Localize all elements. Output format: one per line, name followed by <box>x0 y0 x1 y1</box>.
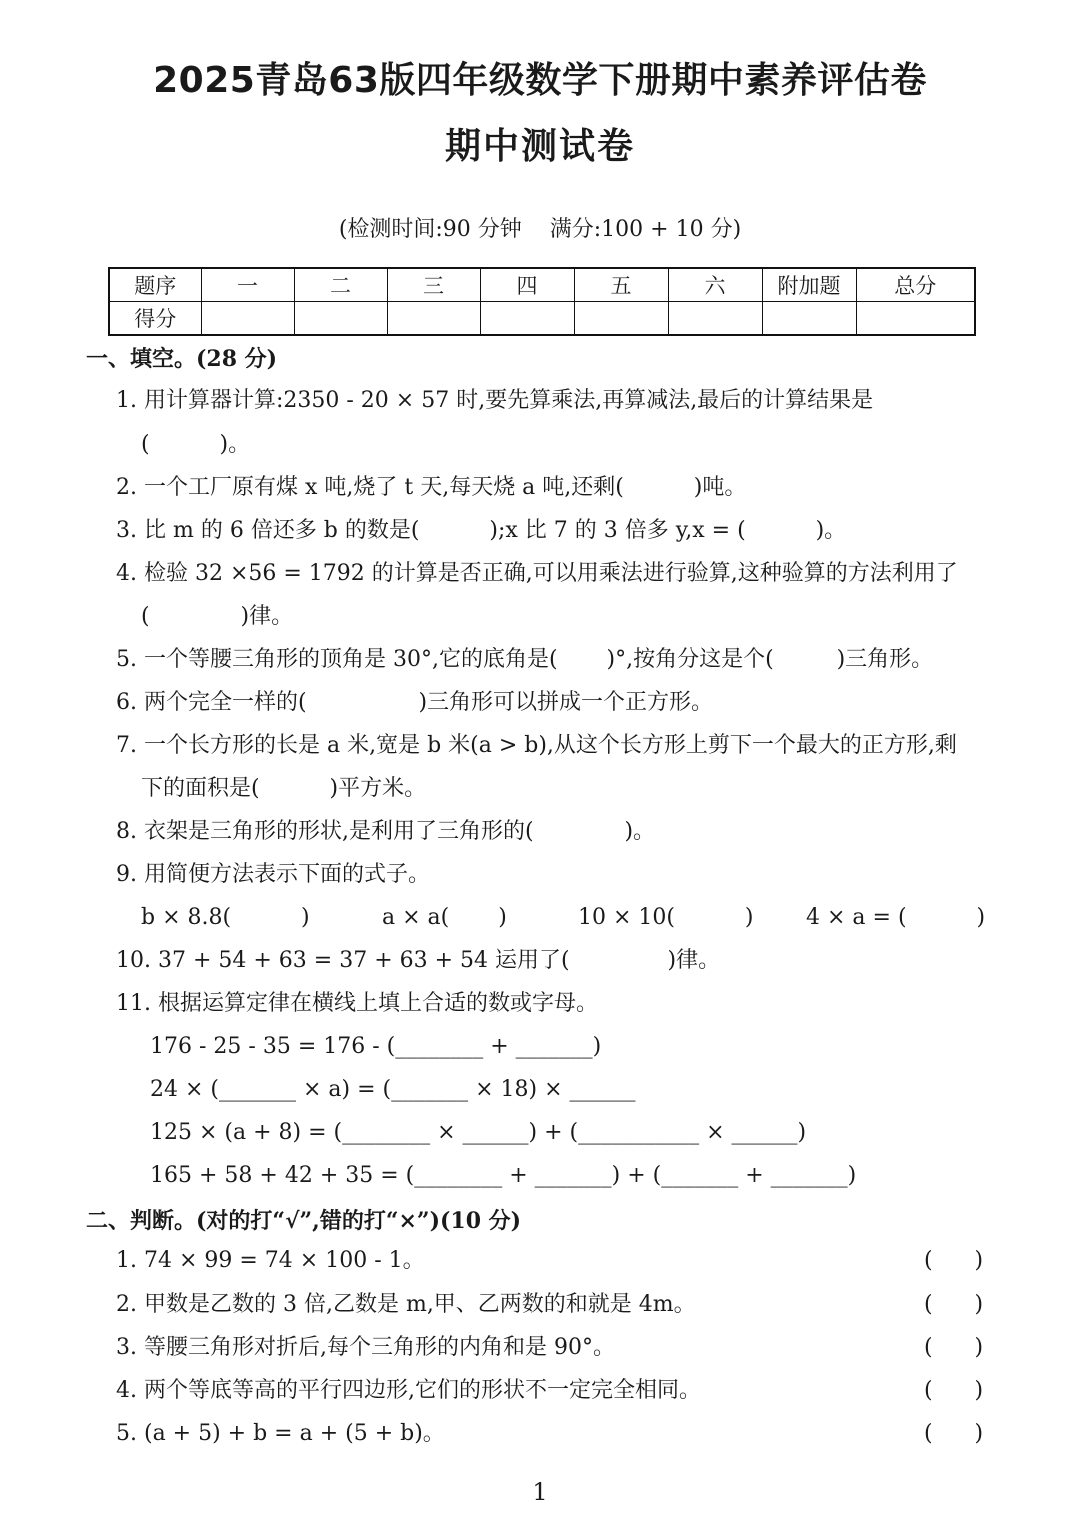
score-header-cell: 题序 <box>109 268 201 302</box>
judge-answer-paren[interactable]: ( ) <box>924 1421 984 1446</box>
question-11-line: 24 × (_______ × a) = (_______ × 18) × ______ <box>150 1077 636 1102</box>
question-7-answer: 下的面积是( )平方米。 <box>141 776 427 801</box>
score-cell[interactable] <box>294 302 387 336</box>
score-header-cell: 总分 <box>856 268 975 302</box>
question-10: 10. 37 + 54 + 63 = 37 + 63 + 54 运用了( )律。 <box>116 948 721 973</box>
score-row-label: 得分 <box>109 302 201 336</box>
question-9-item: a × a( ) <box>382 905 507 930</box>
score-cell[interactable] <box>668 302 762 336</box>
question-2: 2. 一个工厂原有煤 x 吨,烧了 t 天,每天烧 a 吨,还剩( )吨。 <box>116 475 747 500</box>
question-4: 4. 检验 32 ×56 = 1792 的计算是否正确,可以用乘法进行验算,这种验算的方法利用了 <box>116 561 958 586</box>
score-header-cell: 三 <box>387 268 480 302</box>
question-11-line: 176 - 25 - 35 = 176 - (________ + _______) <box>150 1034 602 1059</box>
score-cell[interactable] <box>574 302 668 336</box>
section1-heading: 一、填空。(28 分) <box>86 346 278 372</box>
question-6: 6. 两个完全一样的( )三角形可以拼成一个正方形。 <box>116 690 714 715</box>
question-11-line: 125 × (a + 8) = (________ × ______) + (___________ × ______) <box>150 1120 807 1145</box>
score-header-cell: 五 <box>574 268 668 302</box>
score-header-cell: 六 <box>668 268 762 302</box>
score-cell[interactable] <box>480 302 574 336</box>
question-9-item: 10 × 10( ) <box>578 905 754 930</box>
question-7: 7. 一个长方形的长是 a 米,宽是 b 米(a > b),从这个长方形上剪下一个最大的正方形,剩 <box>116 733 957 758</box>
score-table-score-row <box>109 302 975 336</box>
score-table <box>108 267 976 336</box>
question-9-item: 4 × a = ( ) <box>806 905 986 930</box>
score-header-cell: 二 <box>294 268 387 302</box>
page-number: 1 <box>532 1478 548 1506</box>
score-header-cell: 一 <box>201 268 294 302</box>
question-11-line: 165 + 58 + 42 + 35 = (________ + _______) + (_______ + _______) <box>150 1163 857 1188</box>
judge-item-1: 1. 74 × 99 = 74 × 100 - 1。 <box>116 1248 425 1273</box>
exam-title: 2025青岛63版四年级数学下册期中素养评估卷 <box>153 60 927 101</box>
question-1-answer: ( )。 <box>141 432 251 457</box>
question-9-item: b × 8.8( ) <box>141 905 310 930</box>
question-9: 9. 用简便方法表示下面的式子。 <box>116 862 430 887</box>
question-3: 3. 比 m 的 6 倍还多 b 的数是( );x 比 7 的 3 倍多 y,x = ( )。 <box>116 518 847 543</box>
judge-answer-paren[interactable]: ( ) <box>924 1248 984 1273</box>
score-header-cell: 附加题 <box>762 268 856 302</box>
question-4-answer: ( )律。 <box>141 604 294 629</box>
score-cell[interactable] <box>856 302 975 336</box>
section2-heading: 二、判断。(对的打“√”,错的打“×”)(10 分) <box>86 1208 522 1234</box>
judge-item-4: 4. 两个等底等高的平行四边形,它们的形状不一定完全相同。 <box>116 1378 701 1403</box>
question-1: 1. 用计算器计算:2350 - 20 × 57 时,要先算乘法,再算减法,最后的计算结果是 <box>116 388 874 413</box>
score-cell[interactable] <box>201 302 294 336</box>
score-header-cell: 四 <box>480 268 574 302</box>
exam-meta: (检测时间:90 分钟 满分:100 + 10 分) <box>338 217 742 242</box>
score-table-header-row <box>109 268 975 302</box>
score-cell[interactable] <box>762 302 856 336</box>
exam-subtitle: 期中测试卷 <box>444 126 635 167</box>
judge-answer-paren[interactable]: ( ) <box>924 1378 984 1403</box>
question-5: 5. 一个等腰三角形的顶角是 30°,它的底角是( )°,按角分这是个( )三角形。 <box>116 647 934 672</box>
judge-item-2: 2. 甲数是乙数的 3 倍,乙数是 m,甲、乙两数的和就是 4m。 <box>116 1292 696 1317</box>
question-8: 8. 衣架是三角形的形状,是利用了三角形的( )。 <box>116 819 656 844</box>
judge-item-3: 3. 等腰三角形对折后,每个三角形的内角和是 90°。 <box>116 1335 615 1360</box>
judge-answer-paren[interactable]: ( ) <box>924 1335 984 1360</box>
judge-item-5: 5. (a + 5) + b = a + (5 + b)。 <box>116 1421 445 1446</box>
question-11: 11. 根据运算定律在横线上填上合适的数或字母。 <box>116 991 598 1016</box>
score-cell[interactable] <box>387 302 480 336</box>
judge-answer-paren[interactable]: ( ) <box>924 1292 984 1317</box>
